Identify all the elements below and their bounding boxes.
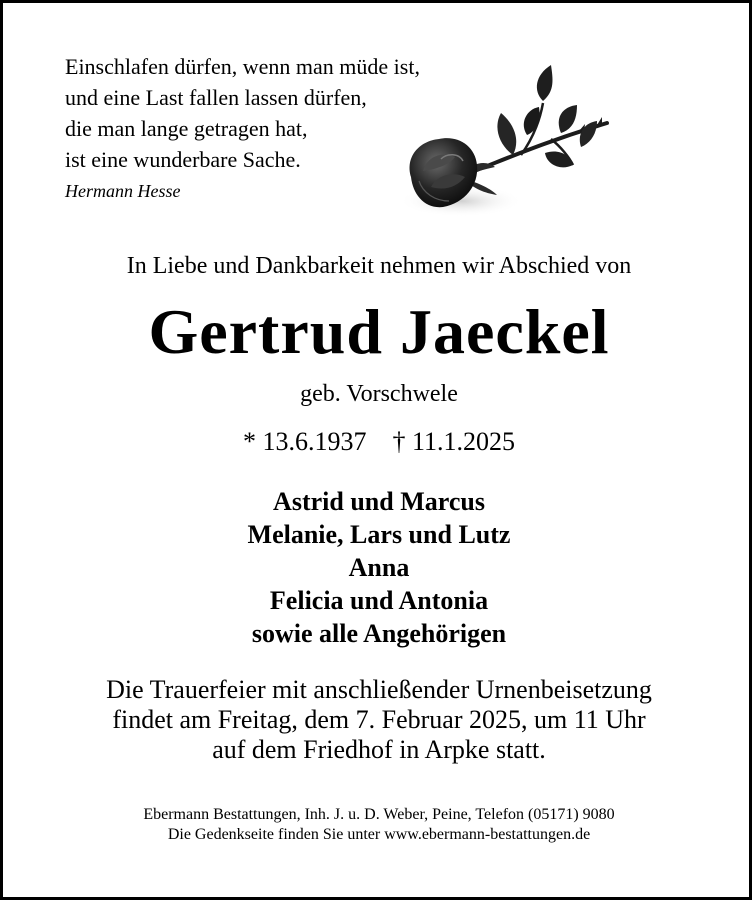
funeral-home-contact: Ebermann Bestattungen, Inh. J. u. D. Weber, Peine, Telefon (05171) 9080 <box>143 806 615 823</box>
ceremony-info <box>3 675 752 765</box>
poem-line: ist eine wunderbare Sache. <box>65 147 301 172</box>
poem-line: und eine Last fallen lassen dürfen, <box>65 85 367 110</box>
ceremony-line: auf dem Friedhof in Arpke statt. <box>212 735 546 764</box>
memorial-page-note: Die Gedenkseite finden Sie unter www.ebermann-bestattungen.de <box>167 826 591 843</box>
death-date: † 11.1.2025 <box>392 427 516 456</box>
birth-name: geb. Vorschwele <box>300 381 458 407</box>
poem-line: Einschlafen dürfen, wenn man müde ist, <box>65 54 420 79</box>
funeral-home-footer <box>3 805 752 845</box>
poem-author: Hermann Hesse <box>65 181 181 201</box>
rose-icon <box>401 61 611 223</box>
life-dates <box>3 427 752 457</box>
poem-quote <box>65 51 420 203</box>
ceremony-line: findet am Freitag, dem 7. Februar 2025, um 11 Uhr <box>112 705 646 734</box>
mourner-line: sowie alle Angehörigen <box>251 619 507 648</box>
intro-text: In Liebe und Dankbarkeit nehmen wir Abschied von <box>126 253 632 279</box>
birth-date: * 13.6.1937 <box>242 427 367 456</box>
poem-line: die man lange getragen hat, <box>65 116 308 141</box>
mourner-line: Astrid und Marcus <box>273 487 485 516</box>
mourner-line: Melanie, Lars und Lutz <box>247 520 511 549</box>
deceased-name: Gertrud Jaeckel <box>148 296 610 367</box>
mourner-line: Felicia und Antonia <box>269 586 489 615</box>
mourners-list <box>3 485 752 650</box>
ceremony-line: Die Trauerfeier mit anschließender Urnenbeisetzung <box>106 675 652 704</box>
mourner-line: Anna <box>348 553 410 582</box>
